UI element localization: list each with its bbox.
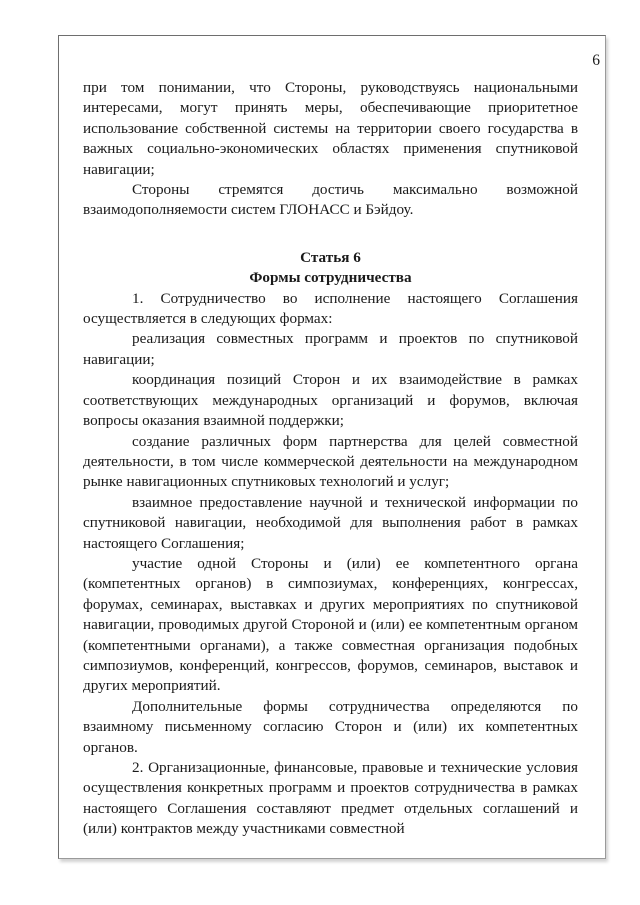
- paragraph: участие одной Стороны и (или) ее компетентного органа (компетентных органов) в симпозиумах, конференциях, конгрессах, форумах, семинарах, выставках и других мероприятиях по спутниковой навигации, проводимых другой Стороной и (или) ее компетентным органом (компетентными органами), а также совместная организация подобных симпозиумов, конференций, конгрессов, форумов, семинаров, выставок и других мероприятий.: [83, 554, 578, 695]
- paragraph: при том понимании, что Стороны, руководствуясь национальными интересами, могут принять меры, обеспечивающие приоритетное использование собственной системы на территории своего государства в важных социально-экономических областях применения спутниковой навигации;: [83, 79, 578, 178]
- paragraph: 1. Сотрудничество во исполнение настоящего Соглашения осуществляется в следующих формах:: [83, 289, 578, 328]
- paragraph: Дополнительные формы сотрудничества определяются по взаимному письменному согласию Сторон и (или) их компетентных органов.: [83, 697, 578, 756]
- paragraph: создание различных форм партнерства для целей совместной деятельности, в том числе коммерческой деятельности на международном рынке навигационных спутниковых технологий и услуг;: [83, 432, 578, 491]
- paragraph: 2. Организационные, финансовые, правовые и технические условия осуществления конкретных программ и проектов сотрудничества в рамках настоящего Соглашения составляют предмет отдельных соглашений и (или) контрактов между участниками совместной: [83, 759, 578, 838]
- article-number: Статья 6: [300, 248, 361, 266]
- paragraph: реализация совместных программ и проектов по спутниковой навигации;: [83, 330, 578, 368]
- section-spacer: [83, 221, 578, 248]
- paragraph: Стороны стремятся достичь максимально возможной взаимодополняемости систем ГЛОНАСС и Бэйдоу.: [83, 181, 578, 219]
- paragraph: взаимное предоставление научной и технической информации по спутниковой навигации, необходимой для выполнения работ в рамках настоящего Соглашения;: [83, 493, 578, 552]
- document-body: [83, 78, 578, 840]
- paragraph: координация позиций Сторон и их взаимодействие в рамках соответствующих международных организаций и форумов, включая вопросы оказания взаимной поддержки;: [83, 371, 578, 430]
- article-title: Формы сотрудничества: [249, 269, 412, 287]
- page-number: 6: [592, 52, 600, 69]
